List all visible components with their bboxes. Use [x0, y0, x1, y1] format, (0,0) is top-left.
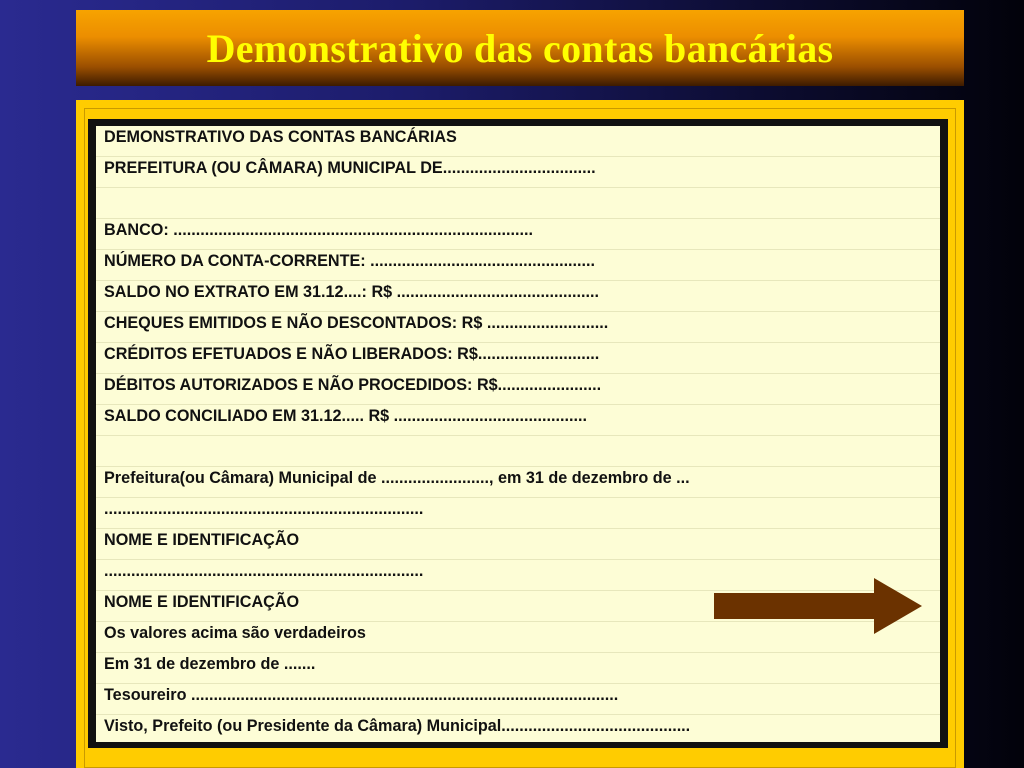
form-line-visto: Visto, Prefeito (ou Presidente da Câmara) Municipal..........................................	[104, 717, 691, 735]
form-line-blank	[96, 188, 940, 219]
form-line-prefeitura: PREFEITURA (OU CÂMARA) MUNICIPAL DE..................................	[96, 157, 940, 188]
form-line-saldo-extrato: SALDO NO EXTRATO EM 31.12....: R$ .............................................	[96, 281, 940, 312]
form-line-numero-conta: NÚMERO DA CONTA-CORRENTE: ..................................................	[96, 250, 940, 281]
form-line-nome-2: NOME E IDENTIFICAÇÃO	[96, 591, 940, 622]
form-line-cheques: CHEQUES EMITIDOS E NÃO DESCONTADOS: R$ ...........................	[96, 312, 940, 343]
form-line-heading: DEMONSTRATIVO DAS CONTAS BANCÁRIAS	[96, 126, 940, 157]
form-line-debitos: DÉBITOS AUTORIZADOS E NÃO PROCEDIDOS: R$.......................	[96, 374, 940, 405]
form-line-nome-1: NOME E IDENTIFICAÇÃO	[96, 529, 940, 560]
form-line-valores: Os valores acima são verdadeiros	[96, 622, 940, 653]
form-line-blank	[96, 436, 940, 467]
form-line-local-data: Prefeitura(ou Câmara) Municipal de ........................, em 31 de dezembro de ...	[96, 467, 940, 498]
form-line-signature-1: .......................................................................	[96, 498, 940, 529]
form-line-tesoureiro: Tesoureiro ...............................................................................................	[96, 684, 940, 715]
form-line-signature-2: .......................................................................	[96, 560, 940, 591]
form-line-em-31: Em 31 de dezembro de .......	[96, 653, 940, 684]
title-bar	[76, 10, 964, 86]
right-arrow-icon	[714, 578, 922, 634]
form-line-creditos: CRÉDITOS EFETUADOS E NÃO LIBERADOS: R$...........................	[96, 343, 940, 374]
form-sheet	[96, 126, 940, 742]
form-line-banco: BANCO: ................................................................................	[96, 219, 940, 250]
form-line-saldo-conciliado: SALDO CONCILIADO EM 31.12..... R$ ...........................................	[96, 405, 940, 436]
slide-title: Demonstrativo das contas bancárias	[206, 25, 834, 71]
